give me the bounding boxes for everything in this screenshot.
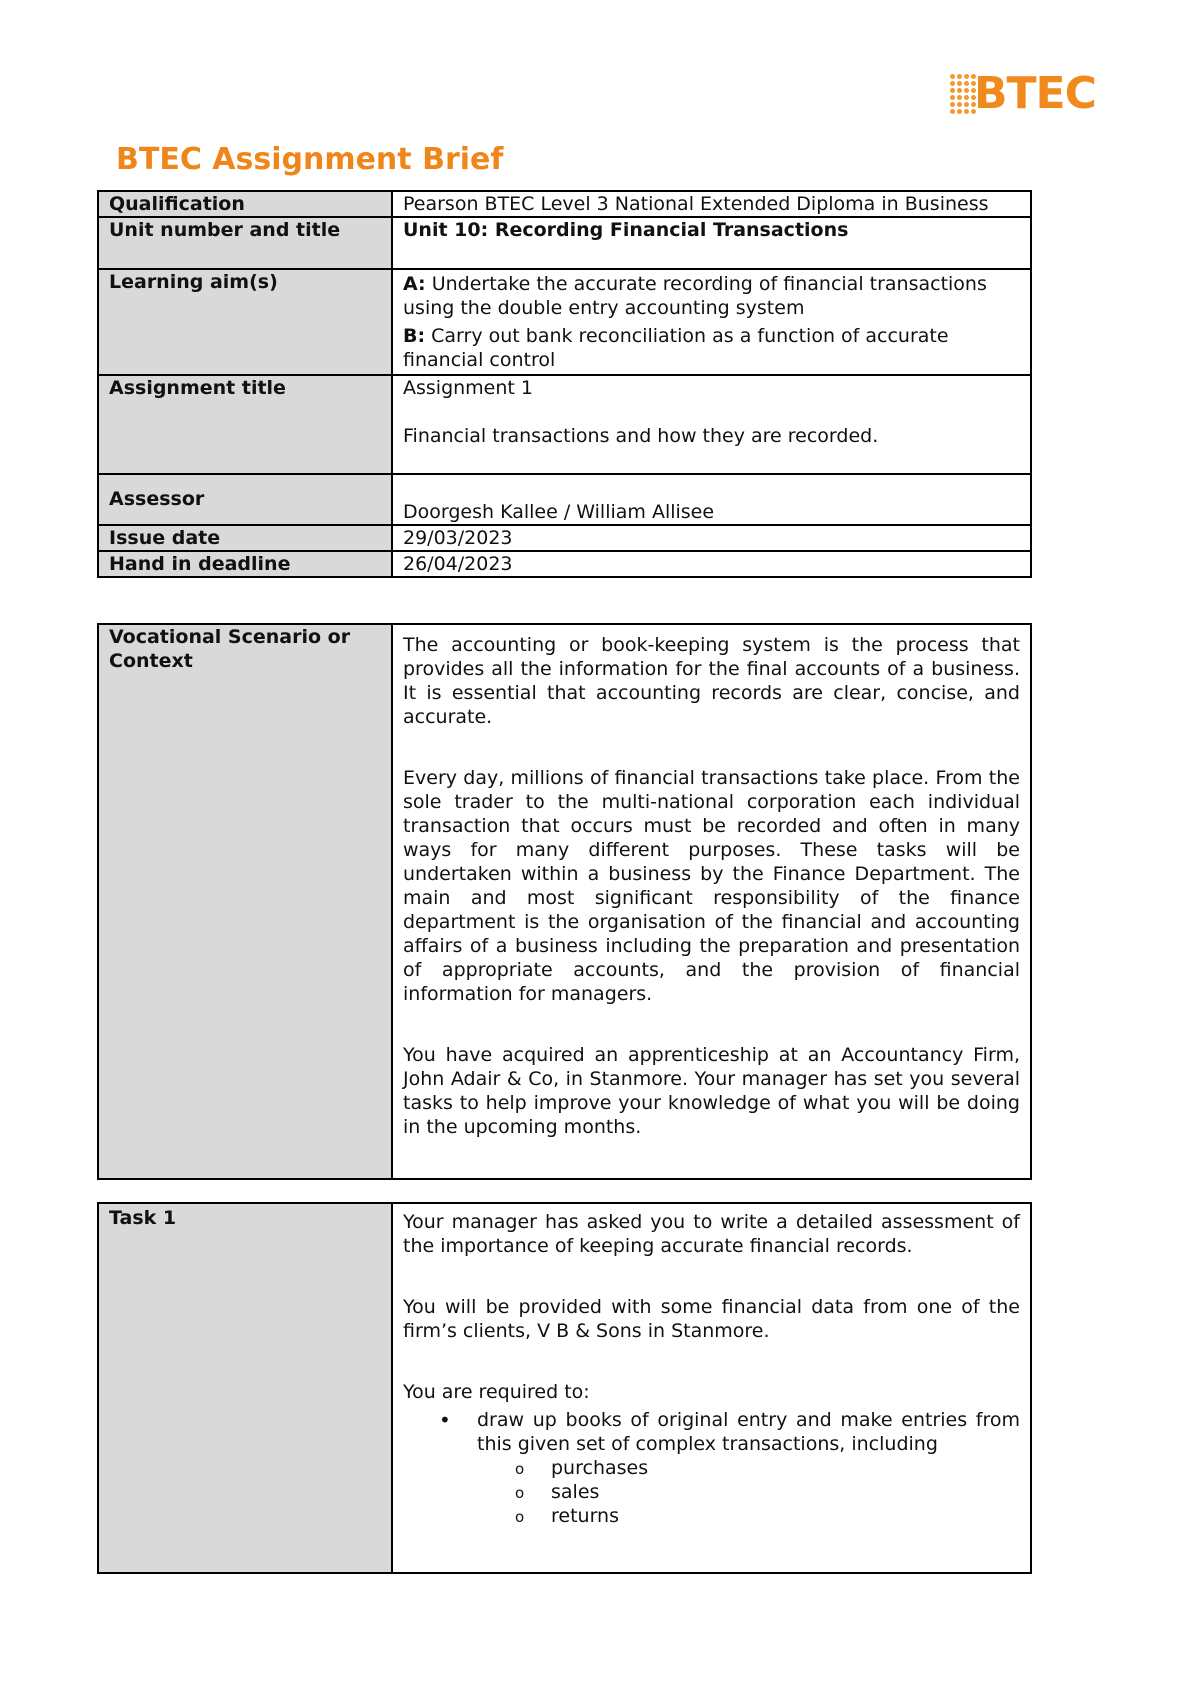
- row-deadline: [98, 551, 1031, 577]
- scenario-content: [392, 624, 1031, 1179]
- deadline-label: Hand in deadline: [98, 551, 392, 577]
- task-paragraph-2: You will be provided with some financial data from one of the firm’s clients, V B & Sons in Stanmore.: [403, 1296, 1020, 1342]
- row-scenario: [98, 624, 1031, 1179]
- task-paragraph-3: You are required to:: [403, 1381, 590, 1403]
- aims-value: [392, 269, 1031, 375]
- list-item: [477, 1408, 1020, 1528]
- assignment-label: Assignment title: [98, 375, 392, 474]
- qualification-label: Qualification: [98, 191, 392, 217]
- scenario-paragraph-2: Every day, millions of financial transactions take place. From the sole trader to the multi-national corporation each individual transaction that occurs must be recorded and often in many ways for many different purposes. These tasks will be undertaken within a business by the Finance Department. The main and most significant responsibility of the finance department is the organisation of the financial and accounting affairs of a business including the preparation and presentation of appropriate accounts, and the provision of financial information for managers.: [403, 767, 1020, 1005]
- task-paragraph-1: Your manager has asked you to write a detailed assessment of the importance of keeping accurate financial records.: [403, 1211, 1020, 1257]
- aim-b-prefix: B:: [403, 325, 426, 347]
- sub-item-sales: o sales: [551, 1480, 1020, 1504]
- issue-date-value: 29/03/2023: [392, 525, 1031, 551]
- page-title: BTEC Assignment Brief: [116, 142, 504, 177]
- row-assessor: [98, 474, 1031, 525]
- assignment-number: Assignment 1: [403, 377, 533, 399]
- qualification-value: Pearson BTEC Level 3 National Extended Diploma in Business: [392, 191, 1031, 217]
- unit-value: Unit 10: Recording Financial Transactions: [392, 217, 1031, 269]
- assignment-value: [392, 375, 1031, 474]
- aim-b-text: Carry out bank reconciliation as a function of accurate financial control: [403, 325, 949, 371]
- task-sub-list: [477, 1456, 1020, 1528]
- assessor-label: Assessor: [98, 474, 392, 525]
- aim-b: [403, 324, 1020, 372]
- row-assignment: [98, 375, 1031, 474]
- assessor-value: Doorgesh Kallee / William Allisee: [392, 474, 1031, 525]
- sub-item-purchases: o purchases: [551, 1456, 1020, 1480]
- scenario-paragraph-3: You have acquired an apprenticeship at an Accountancy Firm, John Adair & Co, in Stanmore. Your manager has set you several tasks to help improve your knowledge of what you will be doing in the upcoming months.: [403, 1044, 1020, 1138]
- sub-item-returns: o returns: [551, 1504, 1020, 1528]
- unit-label: Unit number and title: [98, 217, 392, 269]
- scenario-table: [97, 623, 1032, 1180]
- scenario-paragraph-1: The accounting or book-keeping system is the process that provides all the information for the final accounts of a business. It is essential that accounting records are clear, concise, and accurate.: [403, 634, 1020, 728]
- task-table: [97, 1202, 1032, 1574]
- aim-a-text: Undertake the accurate recording of financial transactions using the double entry accounting system: [403, 273, 987, 319]
- row-learning-aims: [98, 269, 1031, 375]
- logo-text: BTEC: [974, 68, 1096, 119]
- aims-label: Learning aim(s): [98, 269, 392, 375]
- task-content: [392, 1203, 1031, 1573]
- row-task-1: [98, 1203, 1031, 1573]
- deadline-value: 26/04/2023: [392, 551, 1031, 577]
- row-issue-date: [98, 525, 1031, 551]
- btec-logo: [950, 68, 1100, 122]
- info-table: [97, 190, 1032, 578]
- row-unit: [98, 217, 1031, 269]
- scenario-label: Vocational Scenario or Context: [98, 624, 392, 1179]
- assignment-title: Financial transactions and how they are recorded.: [403, 425, 879, 447]
- aim-a: [403, 272, 1020, 320]
- task-bullet-list: [403, 1408, 1020, 1528]
- row-qualification: [98, 191, 1031, 217]
- issue-date-label: Issue date: [98, 525, 392, 551]
- task-label: Task 1: [98, 1203, 392, 1573]
- task-bullet-1: draw up books of original entry and make entries from this given set of complex transactions, including: [477, 1409, 1020, 1455]
- aim-a-prefix: A:: [403, 273, 426, 295]
